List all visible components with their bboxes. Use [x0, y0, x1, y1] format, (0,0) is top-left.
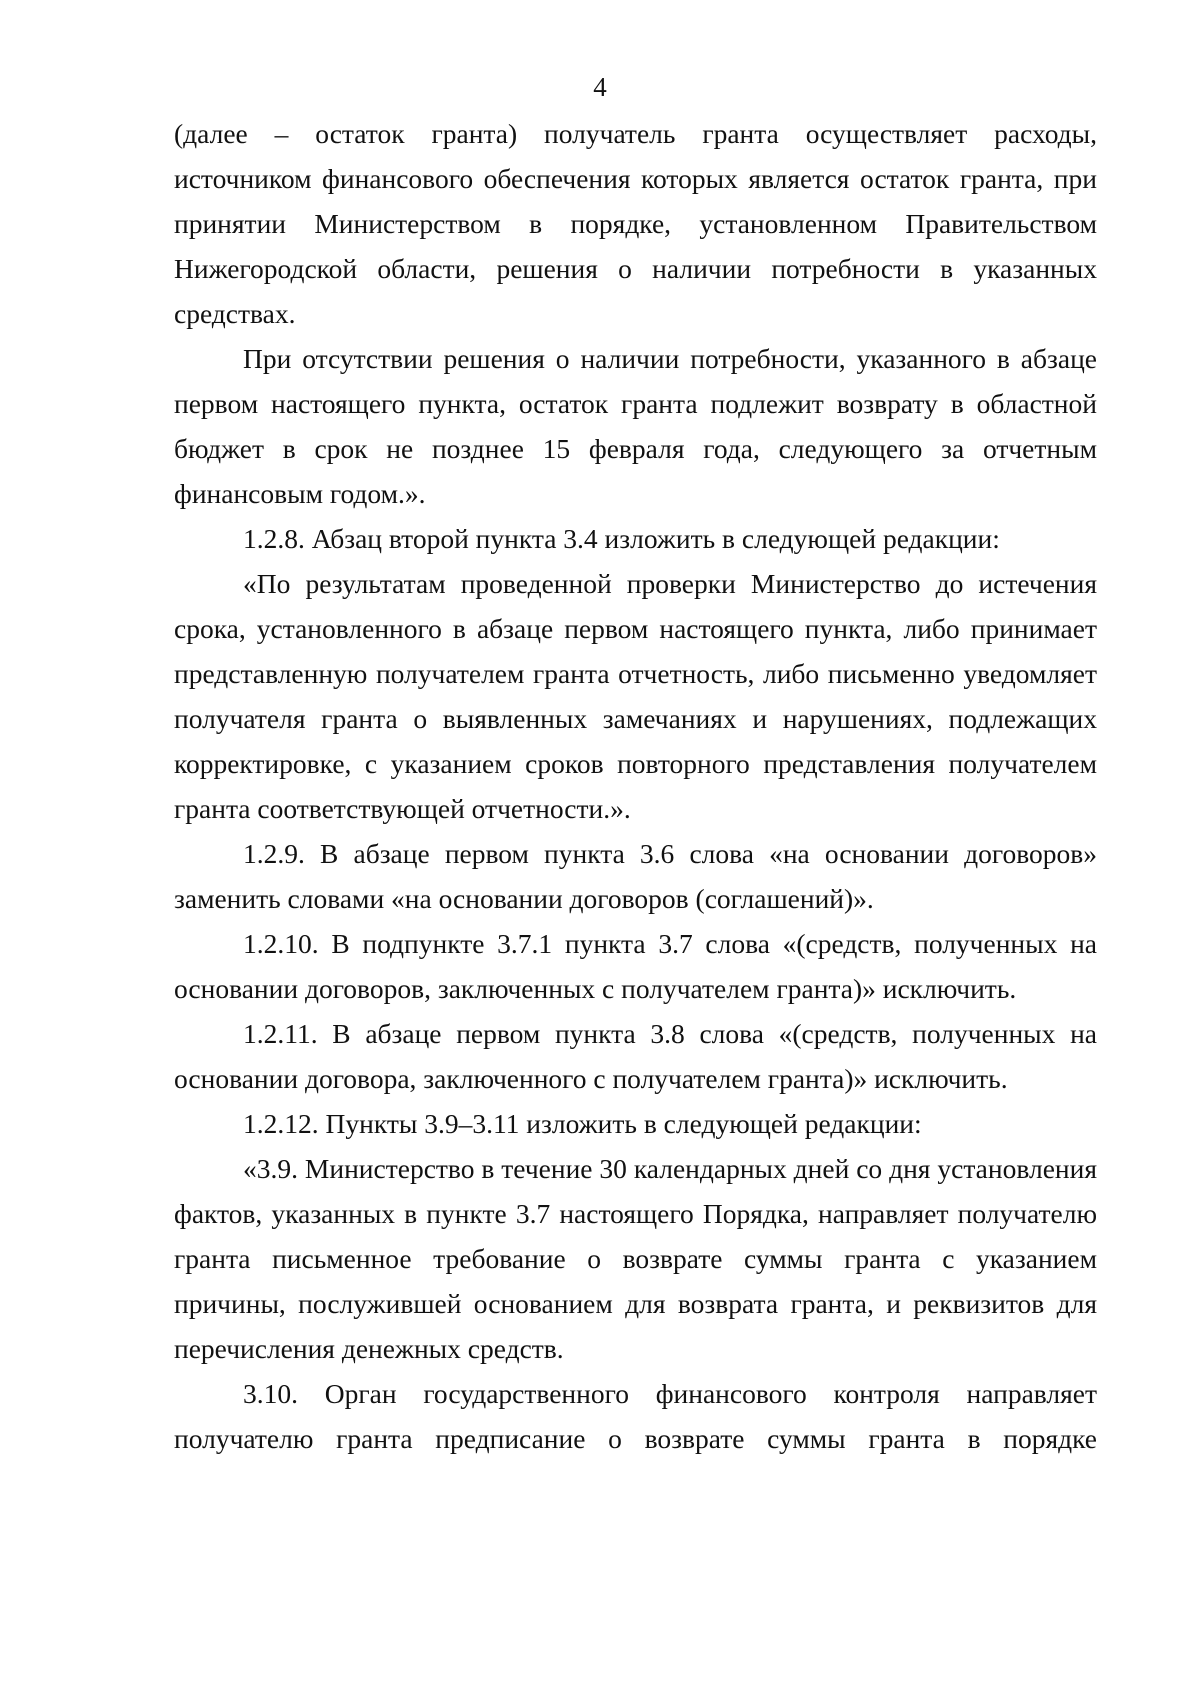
paragraph-3-10: 3.10. Орган государственного финансового контроля направляет получателю гранта предписание о возврате суммы гранта в порядке — [174, 1378, 1097, 1454]
page-number: 4 — [593, 72, 607, 102]
paragraph-3-9: «3.9. Министерство в течение 30 календарных дней со дня установления фактов, указанных в пункте 3.7 настоящего Порядка, направляет получателю гранта письменное требование о возврате суммы гранта с указанием причины, послужившей основанием для возврата гранта, и реквизитов для перечисления денежных средств. — [174, 1153, 1097, 1364]
paragraph-check-results: «По результатам проведенной проверки Министерство до истечения срока, установленного в абзаце первом настоящего пункта, либо принимает представленную получателем гранта отчетность, либо письменно уведомляет получателя гранта о выявленных замечаниях и нарушениях, подлежащих корректировке, с указанием сроков повторного представления получателем гранта соответствующей отчетности.». — [174, 568, 1097, 824]
paragraph-continuation: (далее – остаток гранта) получатель гранта осуществляет расходы, источником финансового обеспечения которых является остаток гранта, при принятии Министерством в порядке, установленном Правительством Нижегородской области, решения о наличии потребности в указанных средствах. — [174, 118, 1097, 329]
paragraph-1-2-10: 1.2.10. В подпункте 3.7.1 пункта 3.7 слова «(средств, полученных на основании договоров, заключенных с получателем гранта)» исключить. — [174, 928, 1097, 1004]
paragraph-1-2-9: 1.2.9. В абзаце первом пункта 3.6 слова «на основании договоров» заменить словами «на основании договоров (соглашений)». — [174, 838, 1097, 914]
paragraph-1-2-12: 1.2.12. Пункты 3.9–3.11 изложить в следующей редакции: — [243, 1108, 922, 1139]
paragraph-1-2-11: 1.2.11. В абзаце первом пункта 3.8 слова «(средств, полученных на основании договора, заключенного с получателем гранта)» исключить. — [174, 1018, 1097, 1094]
document-body — [174, 111, 1097, 1461]
paragraph-remaining-grant: При отсутствии решения о наличии потребности, указанного в абзаце первом настоящего пункта, остаток гранта подлежит возврату в областной бюджет в срок не позднее 15 февраля года, следующего за отчетным финансовым годом.». — [174, 343, 1097, 509]
paragraph-1-2-8: 1.2.8. Абзац второй пункта 3.4 изложить в следующей редакции: — [243, 523, 1000, 554]
